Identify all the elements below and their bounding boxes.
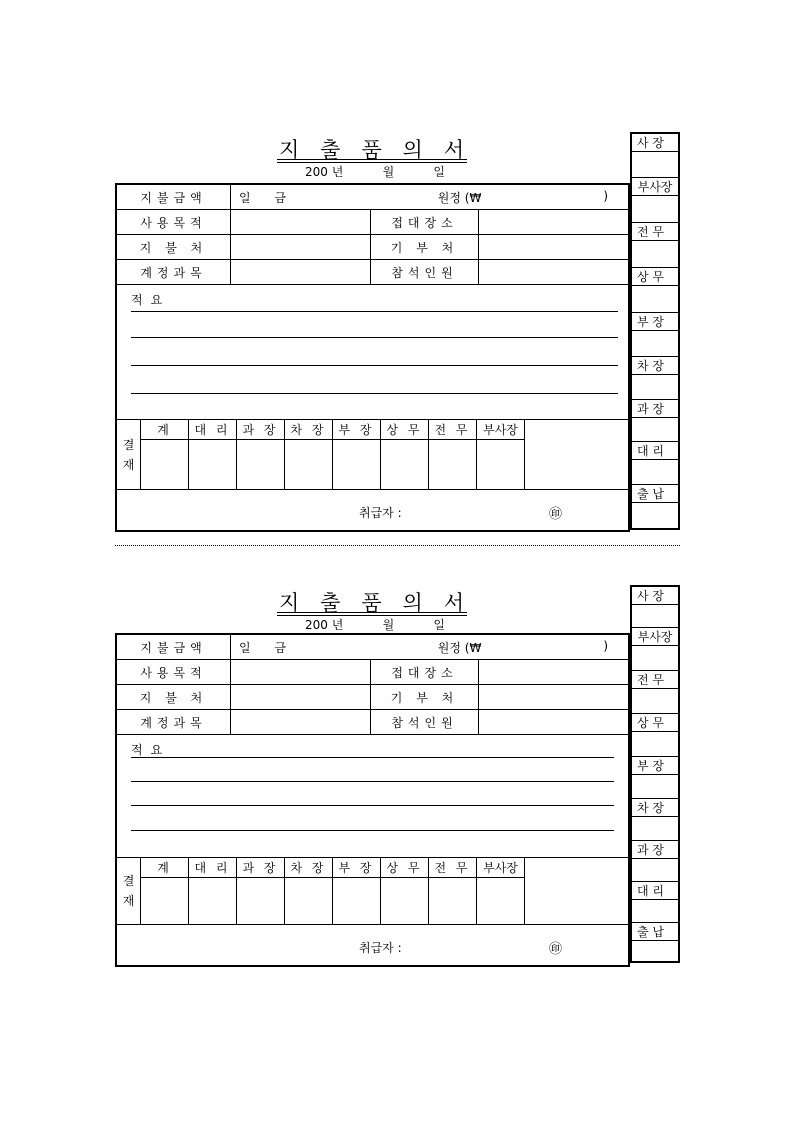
side-item: 사 장	[632, 134, 678, 178]
handler-row	[117, 925, 628, 965]
amount-label: 지불금액	[117, 635, 231, 659]
account-label: 계정과목	[117, 260, 231, 284]
place-label: 접대장소	[371, 660, 479, 684]
approval-label: 결 재	[117, 420, 141, 489]
purpose-row	[117, 210, 628, 235]
side-item: 출 납	[632, 923, 678, 963]
cut-line	[115, 545, 680, 546]
summary-line	[131, 365, 618, 366]
summary-line	[131, 830, 614, 831]
side-item: 차 장	[632, 357, 678, 400]
place-field[interactable]	[479, 660, 628, 684]
approval-sign-box[interactable]	[237, 878, 284, 924]
amount-label: 지불금액	[117, 185, 231, 209]
approval-col: 대 리	[189, 858, 237, 924]
purpose-label: 사용목적	[117, 660, 231, 684]
approval-col: 부사장	[477, 420, 525, 489]
amount-row	[117, 635, 628, 660]
purpose-label: 사용목적	[117, 210, 231, 234]
approval-col: 상 무	[381, 420, 429, 489]
account-field[interactable]	[231, 710, 371, 734]
side-item: 과 장	[632, 841, 678, 882]
side-item: 과 장	[632, 400, 678, 442]
approval-sign-box[interactable]	[477, 440, 524, 489]
form-title: 지 출 품 의 서	[279, 591, 465, 615]
handler-label: 취급자 :	[359, 506, 402, 520]
donor-label: 기 부 처	[371, 685, 479, 709]
donor-field[interactable]	[479, 685, 628, 709]
side-item: 출 납	[632, 485, 678, 528]
approval-sign-box[interactable]	[285, 878, 332, 924]
purpose-field[interactable]	[231, 660, 371, 684]
handler-row	[117, 490, 628, 530]
approval-col: 부 장	[333, 420, 381, 489]
summary-line	[131, 757, 614, 758]
purpose-row	[117, 660, 628, 685]
approval-sign-box[interactable]	[333, 878, 380, 924]
purpose-field[interactable]	[231, 210, 371, 234]
summary-section[interactable]	[117, 735, 628, 858]
summary-line	[131, 311, 618, 312]
summary-label: 적요	[131, 293, 171, 307]
approval-col: 차 장	[285, 420, 333, 489]
approval-col: 과 장	[237, 858, 285, 924]
side-item: 상 무	[632, 714, 678, 757]
summary-line	[131, 337, 618, 338]
approval-section	[117, 420, 628, 490]
attendees-field[interactable]	[479, 260, 628, 284]
approval-col: 상 무	[381, 858, 429, 924]
form-title: 지 출 품 의 서	[279, 138, 465, 162]
approval-label: 결 재	[117, 858, 141, 924]
summary-line	[131, 393, 618, 394]
payee-label: 지 불 처	[117, 235, 231, 259]
approval-col: 대 리	[189, 420, 237, 489]
approval-sign-box[interactable]	[237, 440, 284, 489]
side-item: 사 장	[632, 587, 678, 628]
account-field[interactable]	[231, 260, 371, 284]
payee-field[interactable]	[231, 235, 371, 259]
account-label: 계정과목	[117, 710, 231, 734]
form-date: 200 년 월 일	[305, 618, 445, 632]
donor-label: 기 부 처	[371, 235, 479, 259]
approval-sign-box[interactable]	[285, 440, 332, 489]
approval-col: 계	[141, 420, 189, 489]
place-label: 접대장소	[371, 210, 479, 234]
side-item: 전 무	[632, 671, 678, 714]
approval-sign-box[interactable]	[189, 878, 236, 924]
account-row	[117, 710, 628, 735]
side-item: 차 장	[632, 799, 678, 841]
form-main-table	[115, 183, 630, 532]
approval-col: 차 장	[285, 858, 333, 924]
side-item: 부 장	[632, 313, 678, 357]
approval-section	[117, 858, 628, 925]
summary-line	[131, 805, 614, 806]
approval-col: 부사장	[477, 858, 525, 924]
form-date: 200 년 월 일	[305, 165, 445, 179]
approval-sign-box[interactable]	[333, 440, 380, 489]
amount-field[interactable]: 일 금 원정 (₩ )	[239, 638, 608, 655]
approval-sign-box[interactable]	[477, 878, 524, 924]
approval-sign-box[interactable]	[141, 440, 188, 489]
attendees-label: 참석인원	[371, 260, 479, 284]
approval-col: 계	[141, 858, 189, 924]
approval-col: 전 무	[429, 420, 477, 489]
side-item: 상 무	[632, 268, 678, 313]
payee-field[interactable]	[231, 685, 371, 709]
approval-sign-box[interactable]	[189, 440, 236, 489]
approval-col: 전 무	[429, 858, 477, 924]
side-item: 부사장	[632, 628, 678, 671]
side-item: 부사장	[632, 178, 678, 223]
account-row	[117, 260, 628, 285]
attendees-field[interactable]	[479, 710, 628, 734]
side-approval-column	[630, 132, 680, 530]
side-item: 부 장	[632, 757, 678, 799]
approval-sign-box[interactable]	[429, 878, 476, 924]
seal-icon: ㊞	[549, 942, 563, 957]
approval-col: 과 장	[237, 420, 285, 489]
payee-label: 지 불 처	[117, 685, 231, 709]
amount-row	[117, 185, 628, 210]
donor-field[interactable]	[479, 235, 628, 259]
amount-field[interactable]: 일 금 원정 (₩ )	[239, 188, 608, 205]
place-field[interactable]	[479, 210, 628, 234]
seal-icon: ㊞	[549, 507, 563, 522]
side-approval-column	[630, 585, 680, 963]
approval-col: 부 장	[333, 858, 381, 924]
summary-label: 적요	[131, 743, 171, 757]
approval-sign-box[interactable]	[141, 878, 188, 924]
summary-line	[131, 781, 614, 782]
approval-sign-box[interactable]	[381, 440, 428, 489]
approval-sign-box[interactable]	[381, 878, 428, 924]
form-main-table	[115, 633, 630, 967]
payee-row	[117, 685, 628, 710]
attendees-label: 참석인원	[371, 710, 479, 734]
summary-section[interactable]	[117, 285, 628, 420]
handler-label: 취급자 :	[359, 941, 402, 955]
approval-sign-box[interactable]	[429, 440, 476, 489]
side-item: 대 리	[632, 882, 678, 923]
payee-row	[117, 235, 628, 260]
side-item: 대 리	[632, 442, 678, 485]
side-item: 전 무	[632, 223, 678, 268]
